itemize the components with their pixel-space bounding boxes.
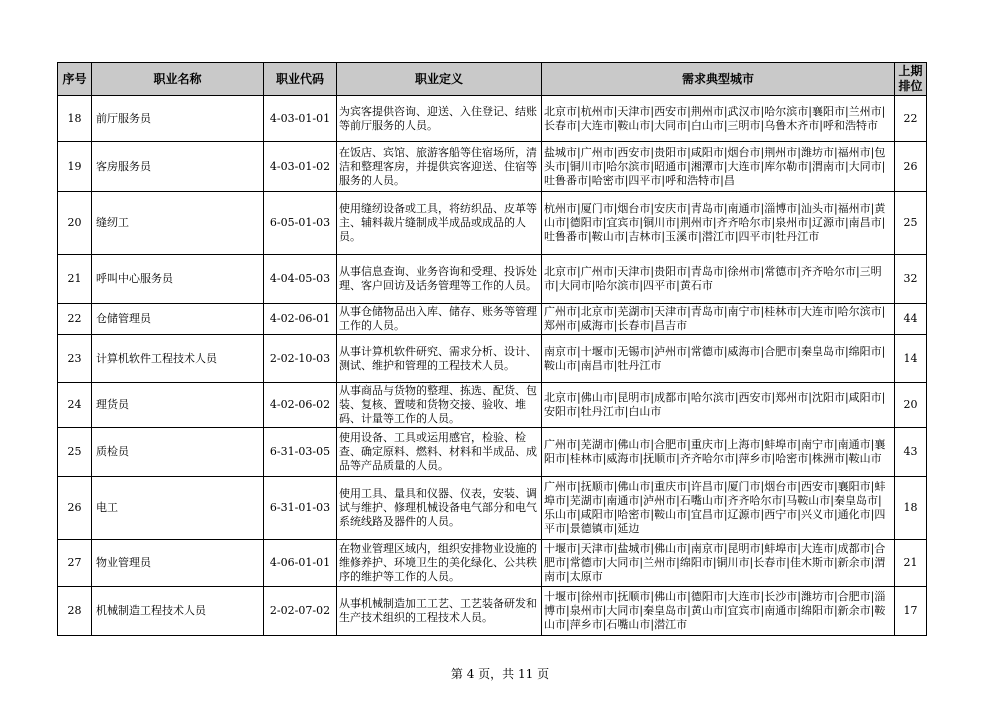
row-cities: 盐城市|广州市|西安市|贵阳市|咸阳市|烟台市|荆州市|潍坊市|福州市|包头市|铜川市|哈尔滨市|昭通市|湘潭市|大连市|库尔勒市|渭南市|大同市|吐鲁番市|哈密市|四平市|呼和浩特市|昌 [542,142,895,192]
row-last-rank: 18 [895,477,927,540]
table-row [58,304,927,335]
row-no: 26 [58,477,92,540]
row-code: 4-02-06-02 [264,383,337,428]
row-name: 理货员 [92,383,264,428]
row-cities: 北京市|杭州市|天津市|西安市|荆州市|武汉市|哈尔滨市|襄阳市|兰州市|长春市|大连市|鞍山市|大同市|白山市|三明市|乌鲁木齐市|呼和浩特市 [542,96,895,142]
row-no: 19 [58,142,92,192]
row-cities: 广州市|抚顺市|佛山市|重庆市|许昌市|厦门市|烟台市|西安市|襄阳市|蚌埠市|芜湖市|南通市|泸州市|石嘴山市|齐齐哈尔市|马鞍山市|秦皇岛市|乐山市|咸阳市|哈密市|鞍山市|宜昌市|辽源市|西宁市|兴义市|通化市|四平市|景德镇市|延边 [542,477,895,540]
table-row [58,192,927,255]
row-name: 质检员 [92,428,264,477]
row-cities: 广州市|北京市|芜湖市|天津市|青岛市|南宁市|桂林市|大连市|哈尔滨市|郑州市|威海市|长春市|昌吉市 [542,304,895,335]
row-last-rank: 32 [895,255,927,304]
row-definition: 使用设备、工具或运用感官，检验、检查、确定原料、燃料、材料和半成品、成品等产品质量的人员。 [337,428,542,477]
row-definition: 在物业管理区域内，组织安排物业设施的维修养护、环境卫生的美化绿化、公共秩序的维护等工作的人员。 [337,540,542,587]
table-row [58,587,927,636]
table-row [58,477,927,540]
row-definition: 为宾客提供咨询、迎送、入住登记、结账等前厅服务的人员。 [337,96,542,142]
row-last-rank: 44 [895,304,927,335]
page-footer: 第 4 页，共 11 页 [450,667,550,681]
header-no: 序号 [58,63,92,96]
row-last-rank: 25 [895,192,927,255]
row-cities: 十堰市|天津市|盐城市|佛山市|南京市|昆明市|蚌埠市|大连市|成都市|合肥市|常德市|大同市|兰州市|绵阳市|铜川市|长春市|佳木斯市|新余市|渭南市|太原市 [542,540,895,587]
row-cities: 广州市|芜湖市|佛山市|合肥市|重庆市|上海市|蚌埠市|南宁市|南通市|襄阳市|桂林市|威海市|抚顺市|齐齐哈尔市|萍乡市|哈密市|株洲市|鞍山市 [542,428,895,477]
row-definition: 从事仓储物品出入库、储存、账务等管理工作的人员。 [337,304,542,335]
row-name: 计算机软件工程技术人员 [92,335,264,383]
row-name: 缝纫工 [92,192,264,255]
row-last-rank: 20 [895,383,927,428]
row-cities: 南京市|十堰市|无锡市|泸州市|常德市|威海市|合肥市|秦皇岛市|绵阳市|鞍山市|南昌市|牡丹江市 [542,335,895,383]
row-name: 仓储管理员 [92,304,264,335]
row-name: 呼叫中心服务员 [92,255,264,304]
row-code: 4-03-01-01 [264,96,337,142]
row-last-rank: 17 [895,587,927,636]
row-cities: 北京市|广州市|天津市|贵阳市|青岛市|徐州市|常德市|齐齐哈尔市|三明市|大同市|哈尔滨市|四平市|黄石市 [542,255,895,304]
row-name: 机械制造工程技术人员 [92,587,264,636]
row-code: 6-31-01-03 [264,477,337,540]
row-definition: 在饭店、宾馆、旅游客船等住宿场所，清洁和整理客房，并提供宾客迎送、住宿等服务的人员。 [337,142,542,192]
row-code: 6-05-01-03 [264,192,337,255]
row-definition: 使用缝纫设备或工具，将纺织品、皮革等主、辅料裁片缝制成半成品或成品的人员。 [337,192,542,255]
row-name: 客房服务员 [92,142,264,192]
row-code: 2-02-10-03 [264,335,337,383]
row-code: 4-04-05-03 [264,255,337,304]
table-row [58,540,927,587]
row-no: 25 [58,428,92,477]
row-name: 电工 [92,477,264,540]
table-header-row [58,63,927,96]
row-code: 6-31-03-05 [264,428,337,477]
header-name: 职业名称 [92,63,264,96]
row-last-rank: 43 [895,428,927,477]
header-last-rank: 上期排位 [895,63,927,96]
occupation-table [57,62,927,636]
row-code: 4-02-06-01 [264,304,337,335]
row-last-rank: 26 [895,142,927,192]
row-no: 20 [58,192,92,255]
row-no: 28 [58,587,92,636]
row-last-rank: 14 [895,335,927,383]
row-cities: 十堰市|徐州市|抚顺市|佛山市|德阳市|大连市|长沙市|潍坊市|合肥市|淄博市|泉州市|大同市|秦皇岛市|黄山市|宜宾市|南通市|绵阳市|新余市|鞍山市|萍乡市|石嘴山市|潜江市 [542,587,895,636]
table-row [58,383,927,428]
row-code: 2-02-07-02 [264,587,337,636]
row-code: 4-06-01-01 [264,540,337,587]
row-definition: 从事信息查询、业务咨询和受理、投诉处理、客户回访及话务管理等工作的人员。 [337,255,542,304]
row-no: 21 [58,255,92,304]
row-cities: 北京市|佛山市|昆明市|成都市|哈尔滨市|西安市|郑州市|沈阳市|咸阳市|安阳市|牡丹江市|白山市 [542,383,895,428]
row-definition: 从事商品与货物的整理、拣选、配货、包装、复核、置唛和货物交接、验收、堆码、计量等工作的人员。 [337,383,542,428]
row-cities: 杭州市|厦门市|烟台市|安庆市|青岛市|南通市|淄博市|汕头市|福州市|黄山市|德阳市|宜宾市|铜川市|荆州市|齐齐哈尔市|泉州市|辽源市|南昌市|吐鲁番市|鞍山市|吉林市|玉溪市|潜江市|四平市|牡丹江市 [542,192,895,255]
header-definition: 职业定义 [337,63,542,96]
table-row [58,96,927,142]
row-no: 23 [58,335,92,383]
header-code: 职业代码 [264,63,337,96]
table-row [58,335,927,383]
row-code: 4-03-01-02 [264,142,337,192]
row-no: 24 [58,383,92,428]
row-definition: 从事机械制造加工工艺、工艺装备研发和生产技术组织的工程技术人员。 [337,587,542,636]
row-last-rank: 21 [895,540,927,587]
row-no: 27 [58,540,92,587]
row-name: 物业管理员 [92,540,264,587]
table-row [58,142,927,192]
row-definition: 使用工具、量具和仪器、仪表，安装、调试与维护、修理机械设备电气部分和电气系统线路及器件的人员。 [337,477,542,540]
table-row [58,428,927,477]
row-no: 18 [58,96,92,142]
row-last-rank: 22 [895,96,927,142]
header-cities: 需求典型城市 [542,63,895,96]
table-row [58,255,927,304]
row-no: 22 [58,304,92,335]
row-name: 前厅服务员 [92,96,264,142]
row-definition: 从事计算机软件研究、需求分析、设计、测试、维护和管理的工程技术人员。 [337,335,542,383]
